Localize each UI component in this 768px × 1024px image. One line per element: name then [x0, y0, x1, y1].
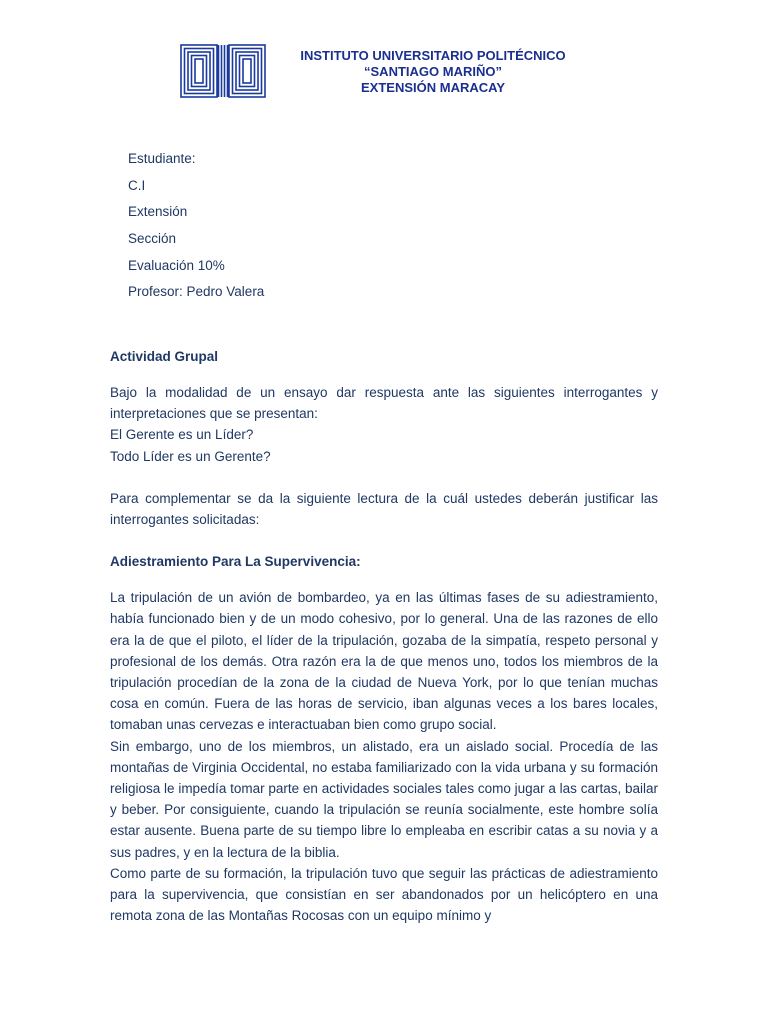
student-info-evaluation: Evaluación 10%: [128, 257, 225, 273]
activity-title: Actividad Grupal: [110, 349, 219, 364]
document-body: [110, 346, 658, 926]
question-2: Todo Líder es un Gerente?: [110, 448, 271, 464]
student-info-section: Sección: [128, 231, 177, 247]
complement-paragraph: Para complementar se da la siguiente lectura de la cuál ustedes deberán justificar las interrogantes solicitadas:: [110, 490, 658, 528]
student-info-student: Estudiante:: [128, 151, 196, 166]
reading-paragraph-2: Sin embargo, uno de los miembros, un alistado, era un aislado social. Procedía de las montañas de Virginia Occidental, no estaba familiarizado con la vida urbana y su formación religiosa le impedía tomar parte en actividades sociales tales como jugar a las cartas, bailar y beber. Por consiguiente, cuando la tripulación se reunía socialmente, este hombre solía estar ausente. Buena parte de su tiempo libre lo empleaba en escribir catas a su novia y a sus padres, y en la lectura de la biblia.: [110, 738, 658, 860]
document-header: [0, 0, 768, 110]
instructions-paragraph: Bajo la modalidad de un ensayo dar respuesta ante las siguientes interrogantes y interpretaciones que se presentan:: [110, 385, 658, 422]
institute-name-line3: EXTENSIÓN MARACAY: [361, 80, 505, 95]
student-info-ci: C.I: [128, 177, 146, 193]
institute-name: [286, 48, 580, 96]
student-info: [128, 150, 264, 310]
institute-name-line2: “SANTIAGO MARIÑO”: [364, 64, 502, 79]
student-info-extension: Extensión: [128, 204, 188, 220]
student-info-professor: Profesor: Pedro Valera: [128, 284, 265, 300]
institute-logo-icon: [180, 44, 266, 98]
question-1: El Gerente es un Líder?: [110, 427, 254, 443]
institute-name-line1: INSTITUTO UNIVERSITARIO POLITÉCNICO: [300, 48, 566, 63]
reading-paragraph-1: La tripulación de un avión de bombardeo, ya en las últimas fases de su adiestramiento, había funcionado bien y de un modo cohesivo, por lo general. Una de las razones de ello era la de que el piloto, el líder de la tripulación, gozaba de la simpatía, respeto personal y profesional de los demás. Otra razón era la de que menos uno, todos los miembros de la tripulación procedían de la zona de la ciudad de Nueva York, por lo que tenían muchas cosa en común. Fuera de las horas de servicio, iban algunas veces a los bares locales, tomaban unas cervezas e interactuaban bien como grupo social.: [110, 590, 658, 733]
reading-paragraph-3: Como parte de su formación, la tripulación tuvo que seguir las prácticas de adiestramiento para la supervivencia, que consistían en ser abandonados por un helicóptero en una remota zona de las Montañas Rocosas con un equipo mínimo y: [110, 865, 658, 924]
reading-title: Adiestramiento Para La Supervivencia:: [110, 554, 361, 570]
